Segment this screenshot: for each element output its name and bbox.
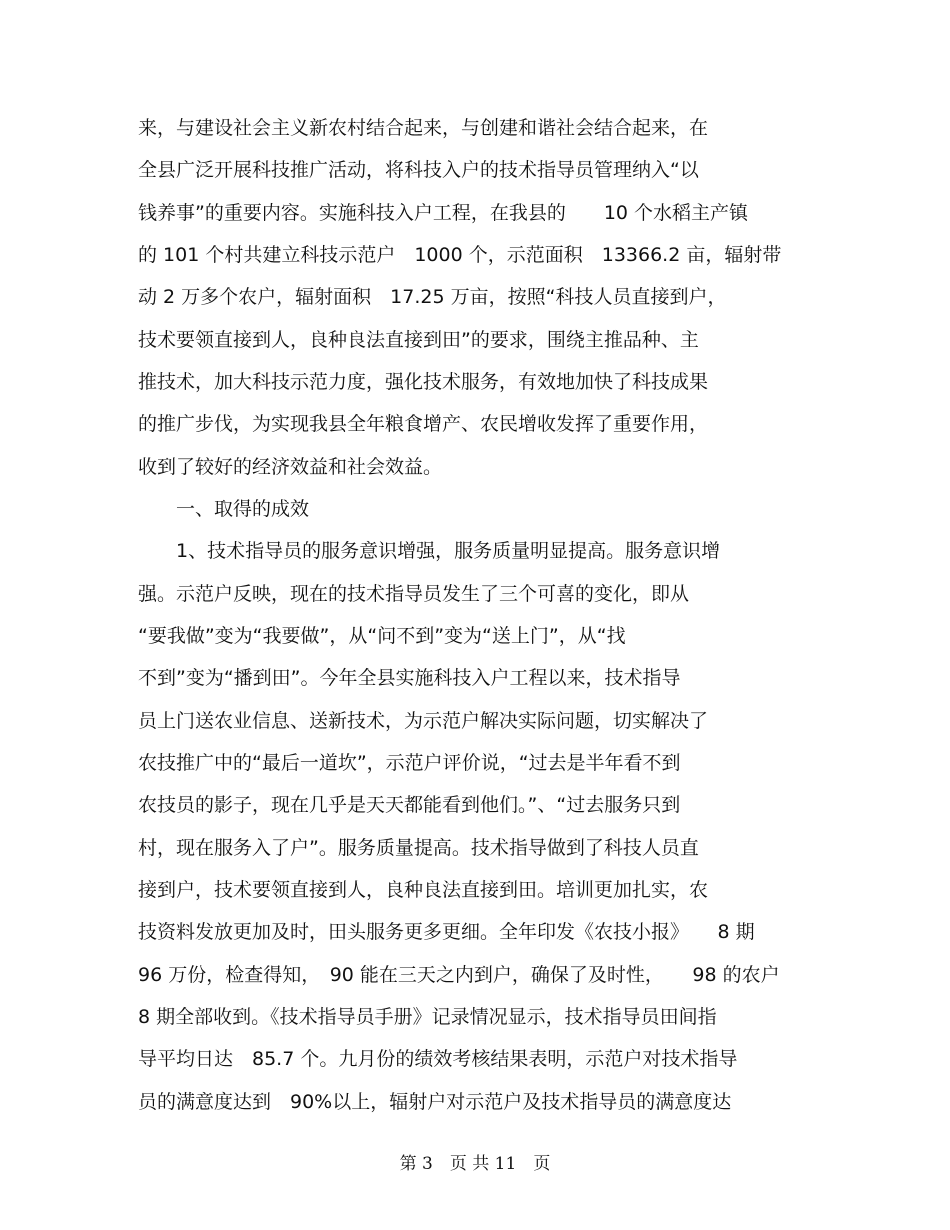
text-line: 收到了较好的经济效益和社会效益。 (138, 456, 443, 478)
section-heading: 一、取得的成效 (138, 498, 310, 520)
text-line: 8 期全部收到。《技术指导员手册》记录情况显示，技术指导员田间指 (138, 1006, 717, 1028)
text-line: 的推广步伐，为实现我县全年粮食增产、农民增收发挥了重要作用， (138, 413, 709, 435)
text-line: 村，现在服务入了户”。服务质量提高。技术指导做到了科技人员直 (138, 837, 699, 859)
text-line: 技资料发放更加及时，田头服务更多更细。全年印发《农技小报》 8 期 (138, 921, 755, 943)
text-line: 1、技术指导员的服务意识增强，服务质量明显提高。服务意识增 (138, 540, 721, 562)
text-line: 强。示范户反映，现在的技术指导员发生了三个可喜的变化，即从 (138, 583, 690, 605)
text-line: 来，与建设社会主义新农村结合起来，与创建和谐社会结合起来，在 (138, 117, 709, 139)
page-number-footer: 第 3 页 共 11 页 (399, 1154, 551, 1174)
text-line: 不到”变为“播到田”。今年全县实施科技入户工程以来，技术指导 (138, 667, 681, 689)
text-line: 全县广泛开展科技推广活动，将科技入户的技术指导员管理纳入“以 (138, 159, 699, 181)
text-line: 动 2 万多个农户，辐射面积 17.25 万亩，按照“科技人员直接到户， (138, 286, 727, 308)
text-line: 接到户，技术要领直接到人，良种良法直接到田。培训更加扎实，农 (138, 879, 709, 901)
text-line: 农技推广中的“最后一道坎”，示范户评价说，“过去是半年看不到 (138, 752, 681, 774)
text-line: 的 101 个村共建立科技示范户 1000 个，示范面积 13366.2 亩，辐射带 (138, 244, 782, 266)
text-line: 导平均日达 85.7 个。九月份的绩效考核结果表明，示范户对技术指导 (138, 1048, 738, 1070)
text-line: 96 万份，检查得知， 90 能在三天之内到户，确保了及时性， 98 的农户 (138, 964, 780, 986)
text-line: 技术要领直接到人，良种良法直接到田”的要求，围绕主推品种、主 (138, 329, 699, 351)
text-line: 钱养事”的重要内容。实施科技入户工程，在我县的 10 个水稻主产镇 (138, 202, 749, 224)
text-line: 员的满意度达到 90%以上，辐射户对示范户及技术指导员的满意度达 (138, 1091, 732, 1113)
text-line: 推技术，加大科技示范力度，强化技术服务，有效地加快了科技成果 (138, 371, 709, 393)
text-line: 员上门送农业信息、送新技术，为示范户解决实际问题，切实解决了 (138, 710, 709, 732)
text-line: “要我做”变为“我要做”，从“问不到”变为“送上门”，从“找 (138, 625, 626, 647)
text-line: 农技员的影子，现在几乎是天天都能看到他们。”、“过去服务只到 (138, 794, 681, 816)
